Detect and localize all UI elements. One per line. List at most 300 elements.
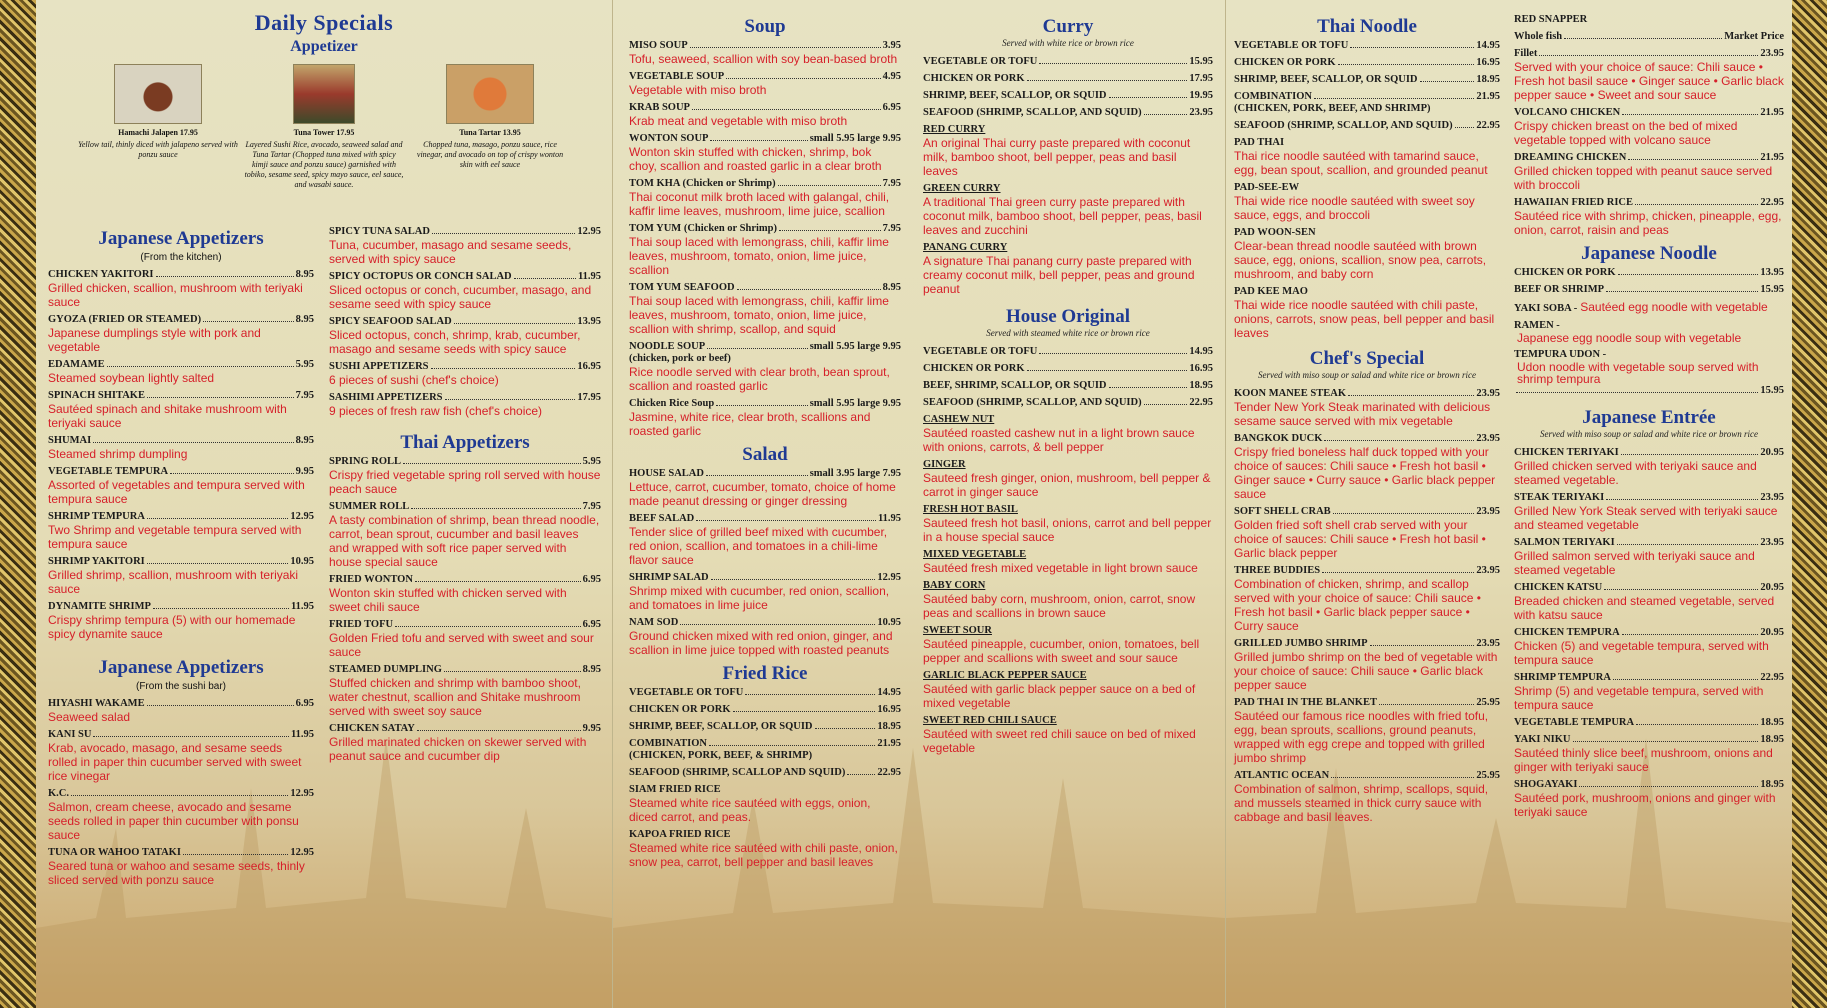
menu-item-name: Chicken Rice Soup: [629, 398, 715, 409]
menu-item-name: SHRIMP TEMPURA: [1514, 672, 1611, 683]
menu-item-price: 16.95: [877, 704, 901, 715]
menu-item-desc: Thai wide rice noodle sautéed with sweet soy sauce, eggs, and broccoli: [1234, 194, 1475, 222]
menu-item-desc: Assorted of vegetables and tempura served with tempura sauce: [48, 478, 305, 506]
menu-item-desc: Thai rice noodle sautéed with tamarind sauce, egg, bean spout, scallion, and grounded peanut: [1234, 149, 1488, 177]
dot-leader: [1379, 704, 1474, 705]
menu-item-price: 23.95: [1476, 638, 1500, 649]
dot-leader: [1039, 353, 1187, 354]
dot-leader: [1109, 97, 1188, 98]
menu-item-desc: Breaded chicken and steamed vegetable, served with katsu sauce: [1514, 594, 1775, 622]
menu-item: [629, 784, 901, 824]
menu-item: [1514, 301, 1784, 315]
menu-item-line: [923, 346, 1213, 358]
menu-item-line: [629, 829, 901, 841]
dot-leader: [445, 399, 576, 400]
menu-item: [629, 223, 901, 277]
menu-item-name: COMBINATION: [1234, 91, 1312, 102]
menu-item-name: CHICKEN YAKITORI: [48, 269, 154, 280]
menu-item-line: [629, 513, 901, 525]
menu-item: [1514, 267, 1784, 279]
section-note: Served with miso soup or salad and white rice or brown rice: [1258, 370, 1476, 380]
dot-leader: [1109, 387, 1188, 388]
menu-item: [923, 124, 1213, 178]
menu-item-price: 23.95: [1760, 492, 1784, 503]
menu-item: [923, 414, 1213, 454]
menu-item: [629, 767, 901, 779]
menu-item-desc: Combination of salmon, shrimp, scallops, squid, and mussels steamed in thick curry sauce with cabbage and basil leaves.: [1234, 782, 1489, 824]
menu-item-line: [48, 847, 314, 859]
menu-item-price: 14.95: [1189, 346, 1213, 357]
house-original-section: [923, 306, 1213, 755]
menu-item-price: 21.95: [1760, 107, 1784, 118]
menu-item-line: [1514, 31, 1784, 43]
menu-item-name: NAM SOD: [629, 617, 679, 628]
menu-item: [329, 226, 601, 266]
menu-item-line: [329, 316, 601, 328]
menu-item-price: small 3.95 large 7.95: [809, 468, 901, 479]
menu-item: [1514, 152, 1784, 192]
menu-item-name: FRIED TOFU: [329, 619, 394, 630]
menu-item-line: [1514, 779, 1784, 791]
dot-leader: [737, 289, 881, 290]
menu-item-name: SEAFOOD (SHRIMP, SCALLOP AND SQUID): [629, 767, 846, 778]
section-title: Chef's Special: [1309, 348, 1425, 369]
menu-item: [1234, 40, 1500, 52]
menu-item-name: RAMEN -: [1514, 320, 1560, 331]
menu-item-line: [629, 784, 901, 796]
menu-item: [48, 390, 314, 430]
menu-item-name: VEGETABLE OR TOFU: [629, 687, 744, 698]
menu-item: [329, 723, 601, 763]
menu-item-line: [629, 687, 901, 699]
menu-item-line: [923, 549, 1213, 561]
menu-item-desc: Crispy chicken breast on the bed of mixed vegetable topped with volcano sauce: [1514, 119, 1738, 147]
menu-item-name: CASHEW NUT: [923, 414, 995, 425]
dot-leader: [147, 563, 289, 564]
menu-item-name: YAKI SOBA -: [1514, 303, 1578, 314]
menu-item-subname: (chicken, pork or beef): [629, 353, 731, 364]
menu-item-name: PAD THAI IN THE BLANKET: [1234, 697, 1377, 708]
menu-item-line: [629, 617, 901, 629]
dot-leader: [93, 736, 288, 737]
dot-leader: [1420, 81, 1475, 82]
menu-item-name: RED CURRY: [923, 124, 986, 135]
menu-item-desc: Clear-bean thread noodle sautéed with brown sauce, egg, onions, scallion, snow pea, carrots, mushroom, and baby corn: [1234, 239, 1487, 281]
menu-item-name: EDAMAME: [48, 359, 105, 370]
menu-item-desc: Ground chicken mixed with red onion, ginger, and scallion in lime juice topped with roasted peanuts: [629, 629, 893, 657]
menu-item-name: SEAFOOD (SHRIMP, SCALLOP, AND SQUID): [923, 107, 1142, 118]
menu-item: [1514, 779, 1784, 819]
menu-item-line: [1514, 672, 1784, 684]
menu-item: [629, 687, 901, 699]
menu-item: [1514, 492, 1784, 532]
menu-item-line: [1234, 137, 1500, 149]
daily-item-name: Tuna Tower 17.95: [293, 128, 355, 137]
menu-item-line: [329, 574, 601, 586]
menu-item-desc: A traditional Thai green curry paste prepared with coconut milk, bamboo shoot, bell pepper, peas, basil leaves and zucchini: [923, 195, 1202, 237]
menu-item-desc: Wonton skin stuffed with chicken served with sweet chili sauce: [329, 586, 567, 614]
section-title: Japanese Appetizers: [98, 228, 264, 249]
menu-item-price: 7.95: [295, 390, 314, 401]
dot-leader: [733, 711, 876, 712]
menu-item-name: HOUSE SALAD: [629, 468, 704, 479]
menu-item-line: [1234, 506, 1500, 518]
menu-item-desc: Grilled chicken, scallion, mushroom with teriyaki sauce: [48, 281, 303, 309]
section-title: Salad: [742, 444, 788, 465]
menu-item: [1514, 447, 1784, 487]
menu-item-line: [48, 435, 314, 447]
menu-item-name: VEGETABLE OR TOFU: [1234, 40, 1349, 51]
menu-item-desc: Steamed shrimp dumpling: [48, 447, 188, 461]
dot-leader: [1621, 454, 1759, 455]
menu-item-line: [1234, 57, 1500, 69]
menu-item-line: [1514, 152, 1784, 164]
menu-item-name: MISO SOUP: [629, 40, 688, 51]
menu-item-price: 8.95: [882, 282, 901, 293]
menu-item-line: [629, 71, 901, 83]
menu-item-desc: Grilled chicken topped with peanut sauce served with broccoli: [1514, 164, 1773, 192]
menu-item-desc: Sautéed rice with shrimp, chicken, pineapple, egg, onion, carrot, raisin and peas: [1514, 209, 1782, 237]
menu-item-price: 14.95: [1476, 40, 1500, 51]
daily-item-desc: Layered Sushi Rice, avocado, seaweed salad and Tuna Tartar (Chopped tuna mixed with spicy kimji sauce and ponzu sauce) garnished with tobiko, sesame seed, spicy mayo sauce, eel sauce, and wasabi sauce.: [244, 140, 404, 189]
menu-item-name: GREEN CURRY: [923, 183, 1001, 194]
menu-item-line: [1514, 320, 1784, 344]
menu-item: [329, 316, 601, 356]
menu-item-price: 15.95: [1760, 385, 1784, 396]
menu-item-desc: Jasmine, white rice, clear broth, scallions and roasted garlic: [629, 410, 871, 438]
menu-item-line: [329, 501, 601, 513]
menu-item: [923, 459, 1213, 499]
menu-item-line: [923, 242, 1213, 254]
menu-item-price: 23.95: [1476, 433, 1500, 444]
menu-item-line: [1234, 286, 1500, 298]
dot-leader: [395, 626, 581, 627]
menu-item-name: RED SNAPPER: [1514, 14, 1588, 25]
menu-item-name: BANGKOK DUCK: [1234, 433, 1323, 444]
menu-item-price: 23.95: [1760, 48, 1784, 59]
menu-item-line: [629, 398, 901, 410]
chefs-special-section: [1234, 348, 1500, 824]
menu-item-line: [1234, 227, 1500, 239]
menu-item-name: SEAFOOD (SHRIMP, SCALLOP, AND SQUID): [1234, 120, 1453, 131]
section-title: Soup: [744, 16, 786, 37]
menu-item-line: [1514, 582, 1784, 594]
dot-leader: [203, 321, 293, 322]
menu-item-line: [1234, 120, 1500, 132]
menu-item-line: [1234, 638, 1500, 650]
menu-item: [1234, 286, 1500, 340]
menu-item-price: 18.95: [1760, 734, 1784, 745]
menu-item: [629, 704, 901, 716]
menu-item-name: TUNA OR WAHOO TATAKI: [48, 847, 181, 858]
menu-item-line: [1514, 284, 1784, 296]
dot-leader: [411, 508, 580, 509]
menu-column: [48, 222, 314, 892]
menu-item-price: 10.95: [877, 617, 901, 628]
menu-item-desc: Stuffed chicken and shrimp with bamboo shoot, water chestnut, scallion and Shitake mushroom served with sweet soy sauce: [329, 676, 581, 718]
menu-item-desc: Golden fried soft shell crab served with your choice of sauces: Chili sauce • Fresh hot basil • Garlic black pepper: [1234, 518, 1486, 560]
section-title: House Original: [1005, 306, 1131, 327]
menu-item-line: [48, 788, 314, 800]
menu-item: [329, 619, 601, 659]
menu-item-desc: Combination of chicken, shrimp, and scallop served with your choice of sauce: Chili sauce • Fresh hot basil • Garlic black pepper sauce • Curry sauce: [1234, 577, 1481, 633]
dot-leader: [1350, 47, 1474, 48]
menu-item: [1514, 717, 1784, 729]
menu-item-name: FRIED WONTON: [329, 574, 413, 585]
menu-item-line: [629, 572, 901, 584]
menu-item-name: CHICKEN KATSU: [1514, 582, 1603, 593]
menu-item-price: 12.95: [290, 847, 314, 858]
tuna-tower-photo: [293, 64, 355, 124]
menu-item: [923, 670, 1213, 710]
menu-item-desc: Sautéed pork, mushroom, onions and ginger with teriyaki sauce: [1514, 791, 1776, 819]
menu-item-line: [923, 107, 1213, 119]
menu-item: [629, 829, 901, 869]
menu-item-desc: Tender New York Steak marinated with delicious sesame sauce served with mix vegetable: [1234, 400, 1491, 428]
menu-item-line: [48, 556, 314, 568]
dot-leader: [1370, 645, 1475, 646]
menu-item-price: 5.95: [582, 456, 601, 467]
menu-item-name: SHRIMP TEMPURA: [48, 511, 145, 522]
menu-item-line: [1514, 627, 1784, 639]
menu-item: [329, 392, 601, 418]
menu-item-price: 19.95: [1189, 90, 1213, 101]
menu-item-name: PAD-SEE-EW: [1234, 182, 1300, 193]
menu-item-desc: Sautéed spinach and shitake mushroom with teriyaki sauce: [48, 402, 287, 430]
menu-item-desc: 9 pieces of fresh raw fish (chef's choice): [329, 404, 543, 418]
menu-item-price: 3.95: [882, 40, 901, 51]
menu-item-name: TOM KHA (Chicken or Shrimp): [629, 178, 776, 189]
menu-item-name: BEEF OR SHRIMP: [1514, 284, 1605, 295]
menu-item-line: [629, 738, 901, 750]
menu-item-line: [923, 580, 1213, 592]
menu-item-price: 7.95: [582, 501, 601, 512]
menu-item-price: 18.95: [1189, 380, 1213, 391]
menu-item-desc: Crispy fried boneless half duck topped with your choice of sauces: Chili sauce • Fresh hot basil • Ginger sauce • Curry sauce • Garlic black pepper sauce: [1234, 445, 1496, 501]
daily-specials-title: Daily Specials: [254, 10, 394, 35]
menu-item-price: 8.95: [295, 269, 314, 280]
dot-leader: [1606, 291, 1758, 292]
dot-leader: [1613, 679, 1758, 680]
dot-leader: [454, 323, 576, 324]
menu-item-name: SPICY SEAFOOD SALAD: [329, 316, 452, 327]
menu-item-desc: 6 pieces of sushi (chef's choice): [329, 373, 499, 387]
menu-item-price: 23.95: [1189, 107, 1213, 118]
menu-item-price: 6.95: [582, 574, 601, 585]
menu-item-price: 22.95: [1760, 672, 1784, 683]
menu-item-name: KOON MANEE STEAK: [1234, 388, 1347, 399]
menu-item-desc: Steamed soybean lightly salted: [48, 371, 215, 385]
dot-leader: [1027, 80, 1188, 81]
menu-item-name: YAKI NIKU: [1514, 734, 1571, 745]
menu-item-name: SHRIMP SALAD: [629, 572, 709, 583]
menu-item-price: 25.95: [1476, 697, 1500, 708]
menu-item: [1514, 582, 1784, 622]
dot-leader: [1324, 440, 1474, 441]
menu-item-desc: Sauteed fresh hot basil, onions, carrot and bell pepper in a house special sauce: [923, 516, 1212, 544]
menu-item-price: 7.95: [882, 223, 901, 234]
menu-item-price: 16.95: [577, 361, 601, 372]
menu-item-line: [923, 380, 1213, 392]
dot-leader: [680, 624, 875, 625]
menu-item: [923, 380, 1213, 392]
menu-item-name: SPRING ROLL: [329, 456, 402, 467]
fried-rice-section: [629, 663, 901, 869]
menu-item-price: 8.95: [295, 435, 314, 446]
menu-item-price: 12.95: [290, 511, 314, 522]
menu-item: [48, 511, 314, 551]
menu-item-name: TOM YUM SEAFOOD: [629, 282, 735, 293]
menu-item-line: [1234, 770, 1500, 782]
dot-leader: [745, 694, 875, 695]
menu-item: [1514, 734, 1784, 774]
menu-item: [48, 314, 314, 354]
menu-item-desc: Thai wide rice noodle sautéed with chili paste, onions, carrots, snow peas, bell pepper and basil leaves: [1234, 298, 1495, 340]
menu-item-name: SASHIMI APPETIZERS: [329, 392, 443, 403]
dot-leader: [711, 579, 876, 580]
menu-item-name: WONTON SOUP: [629, 133, 709, 144]
menu-item-name: NOODLE SOUP: [629, 341, 706, 352]
dot-leader: [1604, 589, 1758, 590]
menu-item: [1234, 433, 1500, 501]
menu-item-line: [329, 226, 601, 238]
dot-leader: [1455, 127, 1475, 128]
tuna-tartar-photo: [446, 64, 534, 124]
dot-leader: [444, 671, 581, 672]
dot-leader: [779, 230, 881, 231]
dot-leader: [1144, 404, 1188, 405]
menu-item-line: [48, 601, 314, 613]
menu-item-line: [629, 767, 901, 779]
menu-item-name: GRILLED JUMBO SHRIMP: [1234, 638, 1368, 649]
menu-item-price: 11.95: [577, 271, 601, 282]
menu-item: [48, 269, 314, 309]
menu-item-name: K.C.: [48, 788, 69, 799]
menu-item-desc: Sautéed pineapple, cucumber, onion, tomatoes, bell pepper and scallions with sweet and sour sauce: [923, 637, 1200, 665]
menu-item-line: [629, 468, 901, 480]
menu-item-price: 23.95: [1760, 537, 1784, 548]
menu-item-desc: Sautéed fresh mixed vegetable in light brown sauce: [923, 561, 1198, 575]
menu-item: [1514, 627, 1784, 667]
dot-leader: [1144, 114, 1188, 115]
menu-item-line: [1234, 182, 1500, 194]
menu-item-price: 8.95: [295, 314, 314, 325]
menu-item-desc: Sautéed thinly slice beef, mushroom, onions and ginger with teriyaki sauce: [1514, 746, 1773, 774]
menu-item: [48, 359, 314, 385]
menu-item-line: [1514, 267, 1784, 279]
daily-item-name: Tuna Tartar 13.95: [459, 128, 521, 137]
soup-section: [629, 16, 901, 438]
menu-item-line: [923, 504, 1213, 516]
menu-item-name: GARLIC BLACK PEPPER SAUCE: [923, 670, 1087, 681]
menu-item: [629, 468, 901, 508]
dot-leader: [147, 705, 294, 706]
menu-item-name: Whole fish: [1514, 31, 1563, 42]
menu-item-price: 20.95: [1760, 582, 1784, 593]
dot-leader: [815, 728, 876, 729]
dot-leader: [1348, 395, 1474, 396]
dot-leader: [1617, 544, 1759, 545]
menu-item-desc: A signature Thai panang curry paste prepared with creamy coconut milk, bell pepper, peas and ground peanut: [923, 254, 1195, 296]
menu-item: [1234, 388, 1500, 428]
menu-item: [629, 282, 901, 336]
menu-item-price: 15.95: [1760, 284, 1784, 295]
menu-item-line: [1234, 565, 1500, 577]
menu-item-name: CHICKEN SATAY: [329, 723, 415, 734]
menu-item-line: [629, 133, 901, 145]
menu-item-price: 16.95: [1189, 363, 1213, 374]
menu-item-line: [329, 361, 601, 373]
section-title: Curry: [1042, 16, 1094, 37]
dot-leader: [1564, 38, 1722, 39]
menu-column: [923, 10, 1213, 760]
daily-item: [78, 64, 238, 190]
menu-item: [1234, 137, 1500, 177]
menu-item: [48, 698, 314, 724]
menu-item-line: [329, 456, 601, 468]
menu-item: [629, 513, 901, 567]
menu-item-name: SUSHI APPETIZERS: [329, 361, 429, 372]
dot-leader: [778, 185, 881, 186]
menu-item-desc: Seared tuna or wahoo and sesame seeds, thinly sliced served with ponzu sauce: [48, 859, 305, 887]
menu-item: [629, 617, 901, 657]
section-note: (From the kitchen): [140, 252, 222, 263]
menu-item-price: 21.95: [877, 738, 901, 749]
menu-item-line: [1514, 734, 1784, 746]
menu-item: [1514, 284, 1784, 296]
menu-panel-middle: [613, 0, 1226, 1008]
menu-item: [629, 178, 901, 218]
menu-item-desc: Wonton skin stuffed with chicken, shrimp, bok choy, scallion and roasted garlic in a clear broth: [629, 145, 882, 173]
menu-item-subname: (CHICKEN, PORK, BEEF, & SHRIMP): [629, 750, 813, 761]
menu-item: [1234, 91, 1500, 115]
menu-item: [923, 73, 1213, 85]
menu-item-name: PAD WOON-SEN: [1234, 227, 1316, 238]
menu-item: [923, 715, 1213, 755]
curry-section: [923, 16, 1213, 296]
menu-item: [48, 847, 314, 887]
menu-item-price: 17.95: [1189, 73, 1213, 84]
menu-item-line: [923, 625, 1213, 637]
dot-leader: [1322, 572, 1474, 573]
menu-item-name: FRESH HOT BASIL: [923, 504, 1018, 515]
menu-item: [1514, 320, 1784, 344]
menu-item-desc: Grilled marinated chicken on skewer served with peanut sauce and cucumber dip: [329, 735, 587, 763]
menu-item-inline-desc: Udon noodle with vegetable soup served with shrimp tempura: [1517, 360, 1759, 386]
menu-item-line: [1514, 349, 1784, 397]
menu-item-price: 4.95: [882, 71, 901, 82]
menu-item-desc: Salmon, cream cheese, avocado and sesame seeds rolled in paper thin cucumber with ponsu sauce: [48, 800, 299, 842]
menu-item-desc: Grilled New York Steak served with teriyaki sauce and steamed vegetable: [1514, 504, 1778, 532]
menu-item-line: [923, 183, 1213, 195]
salad-section: [629, 444, 901, 657]
menu-item-line: [48, 698, 314, 710]
menu-item-name: SHRIMP, BEEF, SCALLOP, OR SQUID: [1234, 74, 1418, 85]
menu-item-price: 18.95: [1760, 717, 1784, 728]
menu-item-line: [1514, 197, 1784, 209]
menu-item-line: [1514, 537, 1784, 549]
dot-leader: [1338, 64, 1475, 65]
menu-item-desc: Lettuce, carrot, cucumber, tomato, choice of home made peanut dressing or ginger dressing: [629, 480, 896, 508]
section-title: Japanese Noodle: [1581, 243, 1717, 264]
menu-item-name: SOFT SHELL CRAB: [1234, 506, 1331, 517]
menu-item-line: [923, 670, 1213, 682]
section-title: Thai Appetizers: [400, 432, 530, 453]
menu-item-desc: Grilled salmon served with teriyaki sauce and steamed vegetable: [1514, 549, 1755, 577]
menu-item: [629, 572, 901, 612]
menu-item-name: CHICKEN OR PORK: [923, 363, 1025, 374]
menu-item-desc: Krab meat and vegetable with miso broth: [629, 114, 848, 128]
